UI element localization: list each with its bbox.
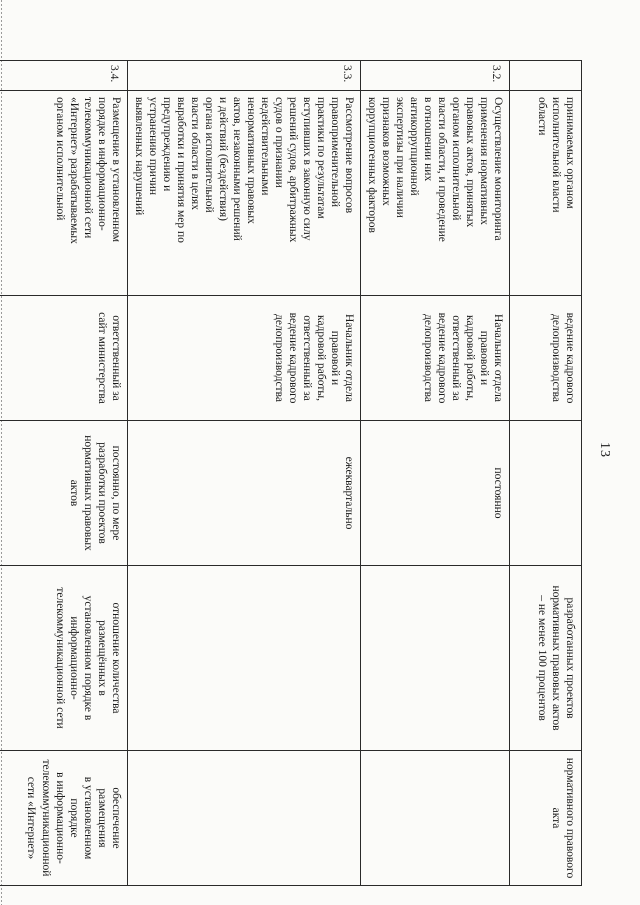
table-row — [360, 61, 509, 886]
table-row — [0, 61, 127, 886]
cell-indicator — [127, 566, 360, 751]
cell-text-line: ведение кадрового — [564, 312, 576, 404]
cell-text-line: ответственный за — [300, 315, 313, 401]
cell-text-line: отношение количества — [109, 602, 122, 714]
cell-indicator — [510, 566, 582, 751]
cell-text-line: нормативных правовых актов — [549, 585, 562, 731]
cell-text-line: правовых актов, принятых — [463, 97, 476, 228]
cell-result — [360, 751, 509, 886]
cell-term — [0, 421, 127, 566]
cell-text-line: сайт министерства — [95, 312, 108, 404]
cell-text-line: Начальник отдела — [492, 314, 504, 402]
measures-table — [0, 60, 582, 886]
cell-text-line: Осуществление мониторинга — [492, 97, 504, 241]
cell-text-line: антикоррупционной — [407, 97, 420, 196]
cell-text-line: ведение кадрового — [435, 312, 448, 404]
cell-result — [127, 751, 360, 886]
cell-text-line: выявленных нарушений — [132, 97, 145, 216]
cell-text-line: разработки проектов — [95, 442, 108, 544]
cell-text-line: в отношении них — [421, 97, 434, 182]
cell-number: 3.2. — [360, 61, 509, 91]
cell-text-line: ответственный за — [449, 315, 462, 401]
cell-text-line: акта — [549, 807, 562, 829]
cell-number: 3.3. — [127, 61, 360, 91]
cell-text-line: постоянно — [492, 467, 504, 519]
cell-text-line: в установленном порядке — [67, 776, 94, 860]
cell-text-line: предупреждению и — [160, 97, 173, 192]
cell-indicator — [360, 566, 509, 751]
cell-text-line: органа исполнительной — [202, 97, 215, 213]
cell-text-line: правоприменительной — [328, 97, 341, 208]
cell-text-line: правовой и — [477, 330, 490, 386]
cell-text-line: информационно- — [67, 616, 80, 700]
cell-number — [510, 61, 582, 91]
cell-term — [510, 421, 582, 566]
cell-text-line: делопроизводства — [272, 314, 285, 402]
cell-text-line: практики по результатам — [314, 97, 327, 219]
cell-text-line: власти области, и проведение — [435, 97, 448, 242]
cell-text-line: «Интернет» разрабатываемых — [67, 97, 80, 244]
cell-text-line: кадровой работы, — [463, 315, 476, 401]
cell-text-line: установленном порядке в — [81, 595, 94, 721]
cell-responsible — [0, 296, 127, 421]
cell-text-line: вступивших в законную силу — [300, 97, 313, 241]
cell-action — [510, 91, 582, 296]
page-number: 13 — [597, 442, 612, 458]
cell-text-line: телекоммуникационной сети — [53, 587, 66, 729]
cell-text-line: делопроизводства — [421, 314, 434, 402]
cell-text-line: в информационно- — [53, 772, 66, 864]
cell-text-line: области — [535, 97, 548, 136]
cell-text-line: исполнительной власти — [549, 97, 562, 213]
cell-text-line: и действий (бездействия) — [216, 97, 229, 221]
cell-text-line: ненормативных правовых — [244, 97, 257, 224]
cell-text-line: устранению причин — [146, 97, 159, 196]
cell-text-line: ведение кадрового — [286, 312, 299, 404]
cell-text-line: Начальник отдела — [342, 314, 355, 402]
cell-text-line: актов, незаконными решений — [230, 97, 243, 241]
cell-text-line: постоянно, по мере — [109, 445, 122, 541]
cell-text-line: – не менее 100 процентов — [535, 595, 548, 721]
cell-text-line: Размещение в установленном — [109, 97, 122, 243]
cell-term — [360, 421, 509, 566]
cell-text-line: сети «Интернет» — [25, 776, 38, 860]
cell-text-line: делопроизводства — [549, 314, 562, 402]
table-row — [127, 61, 360, 886]
cell-text-line: коррупциогенных факторов — [365, 97, 378, 233]
cell-result — [0, 751, 127, 886]
cell-text-line: телекоммуникационной — [39, 759, 52, 877]
cell-action — [360, 91, 509, 296]
cell-action — [0, 91, 127, 296]
cell-responsible — [360, 296, 509, 421]
cell-text-line: решений судов, арбитражных — [286, 97, 299, 243]
cell-text-line: порядке в информационно- — [95, 97, 108, 231]
cell-text-line: Рассмотрение вопросов — [342, 97, 355, 214]
cell-text-line: принимаемых органом — [564, 97, 576, 209]
cell-term — [127, 421, 360, 566]
cell-text-line: нормативного правового — [564, 757, 576, 879]
cell-text-line: размещённых в — [95, 620, 108, 696]
cell-text-line: власти области в целях — [188, 97, 201, 210]
cell-text-line: правовой и — [328, 330, 341, 386]
table-row — [510, 61, 582, 886]
cell-text-line: выработки и принятия мер по — [174, 97, 187, 243]
cell-text-line: телекоммуникационной сети — [81, 97, 94, 239]
cell-text-line: применения нормативных — [477, 97, 490, 225]
cell-text-line: кадровой работы, — [314, 315, 327, 401]
cell-responsible — [127, 296, 360, 421]
cell-text-line: недействительными — [258, 97, 271, 196]
cell-result — [510, 751, 582, 886]
cell-text-line: судов о признании — [272, 97, 285, 188]
cell-text-line: ответственный за — [109, 315, 122, 401]
cell-text-line: признаков возможных — [379, 97, 392, 206]
cell-text-line: обеспечение размещения — [95, 787, 122, 849]
cell-number: 3.4. — [0, 61, 127, 91]
cell-text-line: актов — [67, 479, 80, 507]
cell-text-line: экспертизы при наличии — [393, 97, 406, 218]
cell-text-line: ежеквартально — [342, 456, 355, 530]
cell-text-line: органом исполнительной — [53, 97, 66, 221]
cell-text-line: нормативных правовых — [81, 435, 94, 551]
cell-text-line: разработанных проектов — [564, 597, 576, 719]
cell-responsible — [510, 296, 582, 421]
cell-text-line: органом исполнительной — [449, 97, 462, 221]
cell-action — [127, 91, 360, 296]
cell-indicator — [0, 566, 127, 751]
